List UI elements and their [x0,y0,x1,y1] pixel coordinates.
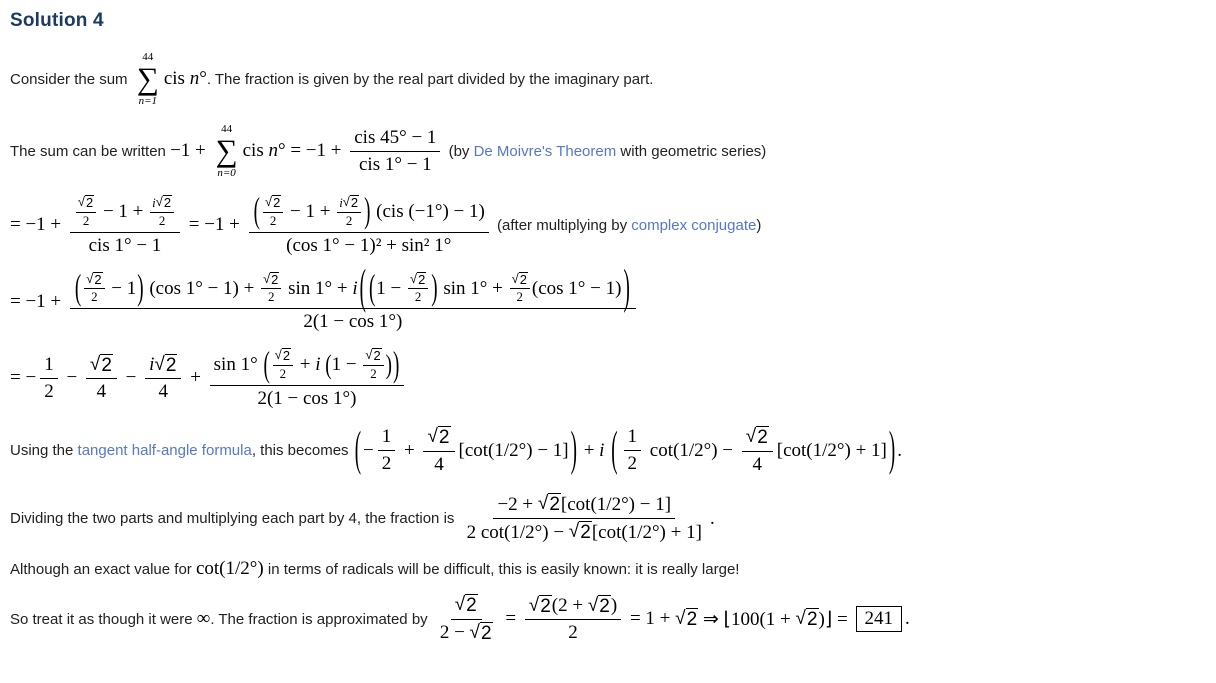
math-text: 2 [381,453,392,475]
numerator [40,352,58,379]
math-text: cot(1/2°) − [645,439,738,461]
big-paren: ( [359,261,366,316]
denominator [85,233,166,259]
big-paren: ) [364,191,371,232]
math-text: −1 + [170,140,211,162]
boxed-answer: 241 [856,606,903,632]
math-text: = −1 + [184,214,245,236]
math-text: = −1 + [10,214,66,236]
denominator [436,620,497,647]
equation-conjugate-step [10,192,1206,259]
radicand: 2 [350,195,359,211]
sqrt [265,195,281,211]
sqrt [154,354,177,377]
body-text: Using the [10,442,78,460]
sqrt [78,195,94,211]
link-tangent-half-angle-formula[interactable]: tangent half-angle formula [77,442,252,460]
math-text: ⇒ ⌊100(1 + [698,608,796,630]
paragraph-dividing-parts [10,491,1206,546]
denominator [515,289,525,306]
fraction [463,491,706,546]
radical-sign: √ [342,194,350,210]
denominator [378,451,396,477]
math-text: cot(1/2°) [195,558,264,580]
paragraph-final-answer [10,592,1206,647]
denominator [463,519,706,546]
big-paren: ) [385,349,392,381]
numerator [493,491,675,519]
numerator [408,271,428,290]
numerator [451,592,482,620]
radicand: 2 [271,271,279,287]
math-text: − 1 [106,277,137,299]
math-text [604,440,609,462]
radicand: 2 [165,354,177,376]
math-text: 2(1 − cos 1°) [303,311,403,333]
radical-sign: √ [745,425,757,447]
math-text: 2 [370,366,377,382]
math-text: + [295,354,316,376]
numerator [273,347,293,366]
radical-sign: √ [77,194,85,210]
radicand: 2 [757,426,768,448]
denominator [89,289,99,306]
math-text: sin 1° + [438,277,508,299]
math-text: (cos 1° − 1) + [144,277,260,299]
math-text: 2 [267,289,275,305]
fraction [525,593,621,647]
math-text: 2 [82,212,90,228]
big-paren: ( [74,268,82,309]
sqrt [529,595,552,618]
link-complex-conjugate[interactable]: complex conjugate [631,216,757,234]
body-text: with geometric series) [616,142,767,160]
fraction [263,194,283,230]
fraction [70,192,180,259]
radical-sign: √ [528,594,540,616]
sigma-symbol: ∑ [136,61,159,97]
math-text: − 1 + [285,201,336,222]
sqrt [455,594,478,617]
radical-sign: √ [454,594,466,616]
radical-sign: √ [365,347,373,363]
sqrt [796,608,819,631]
math-text: ∞ [196,608,211,630]
numerator [624,424,642,451]
numerator [263,194,283,213]
math-text: cis [163,68,190,90]
paragraph-consider-sum [10,50,1206,108]
radicand: 2 [519,271,527,287]
math-text: [cot(1/2°) − 1] [560,493,672,515]
math-text: [cot(1/2°) − 1] [458,439,569,461]
math-variable: i [352,277,358,299]
denominator [299,309,406,335]
fraction [40,352,58,405]
math-text: . [897,439,902,461]
math-variable: i [315,354,321,376]
radical-sign: √ [274,347,282,363]
sqrt [675,608,698,631]
numerator [70,192,180,233]
denominator [266,289,276,306]
numerator [210,345,405,386]
math-text: 1 [381,426,392,448]
denominator [81,213,91,230]
radical-sign: √ [469,621,480,643]
math-variable: n [268,140,278,162]
numerator [363,347,383,366]
radical-sign: √ [568,521,580,543]
sum-lower-limit: n=1 [138,94,157,107]
big-paren: ) [570,423,577,478]
fraction [436,592,497,647]
radicand: 2 [282,348,291,364]
sqrt [410,272,426,288]
fraction [86,352,117,406]
radicand: 2 [686,609,698,631]
math-variable: n [189,68,200,90]
body-text: , this becomes [251,442,353,460]
denominator [368,366,378,383]
big-paren: ) [623,261,630,316]
math-text: − [363,439,374,461]
math-text: . [905,608,910,630]
math-text: 4 [96,381,107,403]
denominator [278,366,288,383]
math-text: 2 [568,622,578,644]
math-text: = 1 + [625,608,676,630]
fraction [624,424,642,477]
sum-upper-limit: 44 [142,51,154,63]
radicand: 2 [480,622,492,644]
radical-sign: √ [511,270,519,286]
math-text: + [185,367,206,389]
numerator [337,194,361,213]
paragraph-half-angle [10,424,1206,478]
math-text: = −1 + [10,290,66,312]
radicand: 2 [86,195,94,211]
numerator [249,192,489,233]
body-text: in terms of radicals will be difficult, this is easily known: it is really large! [263,560,740,578]
fraction [76,194,96,230]
radical-sign: √ [155,194,163,210]
denominator [268,213,278,230]
radicand: 2 [373,348,381,364]
math-text: (cos 1° − 1)² + sin² 1° [286,234,452,256]
fraction [249,192,489,259]
fraction [510,271,530,307]
denominator [155,379,173,405]
sqrt [538,493,561,516]
fraction [145,352,181,406]
math-text: ) [610,595,618,617]
sum-lower-limit: n=0 [217,166,236,179]
big-paren: ( [263,345,270,385]
math-text: 2 [279,366,287,382]
body-text: Consider the sum [10,70,132,88]
denominator [282,233,455,259]
math-text: + [578,439,600,461]
body-text: The sum can be written [10,142,171,160]
radical-sign: √ [795,608,806,630]
math-variable: i [599,439,605,461]
big-paren: ( [325,349,332,381]
sqrt [263,272,279,288]
math-text: (2 + [551,595,588,617]
paragraph-cot-large [10,558,1206,580]
sqrt [746,426,769,449]
fraction [84,271,104,307]
radical-sign: √ [427,425,438,447]
denominator [344,213,354,230]
math-text: + [399,439,420,461]
math-text: 1 − [376,277,407,299]
math-text: cis 1° − 1 [358,153,432,175]
math-text: 2 cot(1/2°) − [466,521,569,543]
fraction [210,345,405,412]
equation-simplified-step [10,345,1206,412]
fraction [337,194,361,230]
sqrt [470,622,493,645]
numerator [76,194,96,213]
big-paren: ( [354,423,362,478]
link-de-moivres-theorem[interactable]: De Moivre's Theorem [473,142,617,160]
sigma-symbol: ∑ [215,133,238,169]
radicand: 2 [580,522,591,544]
math-text: 1 − [331,354,362,376]
sqrt [427,426,450,449]
denominator [749,452,767,478]
radicand: 2 [418,271,426,287]
radicand: 2 [466,595,477,617]
numerator [378,424,396,451]
math-variable: i [152,194,156,210]
fraction [408,271,428,307]
math-variable: i [149,354,155,376]
sqrt [156,195,172,211]
summation [216,122,238,180]
math-text: (cis (−1°) − 1) [371,201,485,222]
body-text: . The fraction is approximated by [210,610,432,628]
numerator [510,271,530,290]
body-text: (by [444,142,474,160]
denominator [40,379,58,405]
sqrt [343,195,359,211]
fraction [273,347,293,383]
math-text: 2(1 − cos 1°) [257,387,357,409]
radical-sign: √ [154,353,165,375]
radicand: 2 [438,426,450,448]
radical-sign: √ [264,194,273,210]
math-text: sin 1° + [283,277,353,299]
math-text: 2 [158,212,166,228]
math-text: cis 45° − 1 [354,126,437,148]
numerator [525,593,621,621]
fraction [350,125,440,178]
radical-sign: √ [410,270,418,286]
math-text: 2 − [439,622,470,644]
fraction [363,347,383,383]
numerator [86,352,117,380]
math-text: 2 [414,289,422,305]
denominator [430,452,448,478]
numerator [150,194,174,213]
math-text: sin 1° [213,354,263,376]
numerator [423,424,454,452]
sum-upper-limit: 44 [221,123,233,136]
big-paren: ) [137,268,144,309]
body-text: (after multiplying by [492,216,632,234]
big-paren: ( [368,268,376,309]
radicand: 2 [806,609,818,631]
math-text: 1 [627,426,638,448]
numerator [145,352,181,380]
sqrt [275,348,291,364]
denominator [624,451,642,477]
body-text: Dividing the two parts and multiplying each part by 4, the fraction is [10,510,459,528]
summation [137,50,159,108]
math-text: (cos 1° − 1) [531,277,622,299]
numerator [742,424,773,452]
big-paren: ( [253,191,260,232]
sqrt [512,272,528,288]
body-text: So treat it as though it were [10,610,197,628]
math-text: )⌋ = [818,608,853,630]
denominator [157,213,167,230]
numerator [261,271,281,290]
big-paren: ( [611,423,618,478]
math-text: 2 [345,212,353,228]
math-text: cis 1° − 1 [88,234,162,256]
math-text: 2 [91,289,98,305]
fraction [261,271,281,307]
radicand: 2 [549,494,560,516]
numerator [70,261,636,316]
radicand: 2 [599,595,610,617]
math-text: 2 [44,380,54,402]
fraction [423,424,454,478]
sqrt [90,354,113,377]
radicand: 2 [540,595,551,617]
math-text: = [500,608,521,630]
solution-heading: Solution 4 [10,10,104,31]
math-text: 2 [269,212,277,228]
math-text: cis [242,140,269,162]
math-text: 4 [434,453,444,475]
radicand: 2 [273,195,281,211]
math-text: 4 [752,453,762,475]
radicand: 2 [163,195,171,211]
numerator [84,271,104,290]
math-text: 4 [158,381,169,403]
equation-expanded-step [10,261,1206,336]
denominator [564,620,582,646]
big-paren: ) [431,268,438,309]
math-text: − 1 + [98,201,149,222]
sqrt [365,348,381,364]
math-text: [cot(1/2°) + 1] [776,439,887,461]
math-text: ° = −1 + [277,140,347,162]
radicand: 2 [94,271,102,287]
math-text: . [709,507,715,529]
fraction [150,194,174,230]
denominator [413,289,423,306]
big-paren: ) [392,345,400,385]
radical-sign: √ [263,270,271,286]
math-text: [cot(1/2°) + 1] [591,521,702,543]
denominator [253,386,360,412]
radical-sign: √ [675,608,686,630]
math-text: − [120,367,142,389]
math-text: 1 [44,354,54,376]
fraction [70,261,636,336]
math-text: 2 [516,289,523,305]
denominator [93,379,111,405]
radicand: 2 [101,354,112,376]
fraction [742,424,773,478]
body-text: Although an exact value for [10,560,196,578]
math-variable: i [339,194,343,210]
radical-sign: √ [86,270,94,286]
body-text: ) [756,216,762,234]
math-text: − [61,367,82,389]
radical-sign: √ [89,353,101,375]
sqrt [588,595,611,618]
big-paren: ) [888,423,896,478]
numerator [350,125,440,152]
math-text: 2 [627,453,638,475]
sqrt [86,272,102,288]
sqrt [569,521,592,544]
denominator [355,152,436,178]
math-text: ° [199,68,207,90]
radical-sign: √ [587,594,599,616]
fraction [378,424,396,477]
radical-sign: √ [537,493,549,515]
math-text: = − [10,367,37,389]
math-text: −2 + [497,493,538,515]
body-text: . The fraction is given by the real part divided by the imaginary part. [206,70,654,88]
equation-sum-written [10,122,1206,180]
